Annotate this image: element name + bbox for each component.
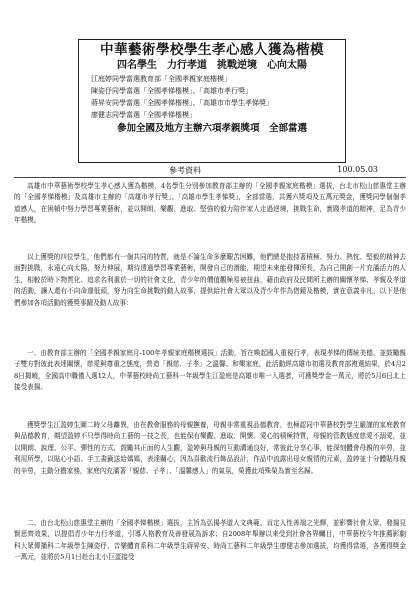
body-paragraph: 二、由台北松山慈惠堂主辦的「全國孝悌楷模」選拔，主旨為弘揚孝道人文典範、貢定人性善端之光輝，並影響社會大眾，發揚見賢思齊效果，以提倡青少年力行孝道，引導人格教育及善發展為訴求；自2008年舉辦以來受到社會各界矚目，中華藝校今年推薦影劇科大眾傳播科二年級學生陳姿伃、音樂體育系科二年級學生蔣昇安、時尚工藝科二年級學生廖健志參加選拔，均獲得當選，各獲得獎金一萬元，並將於5月1日赴台北小巨蛋接受 bbox=[14, 519, 406, 562]
body-paragraph: 以上獲獎的四位學生，他們都有一個共同的特質，就是不論生命多麼艱苦困難，他們總是抱持著積極、努力、熱忱、堅毅的精神去面對挑戰，永遠心向太陽，努力伸展，期待透過學習專業藝術，開發自己的潛能，期望未來能發揮所長，為自己開創一片充滿活力的人生，相較於時下物質化、追求名利重於一切的社會文化，青少年的價值觀極易被扭曲，藉由政府及民間所主辦的關懷孝悌、孝親及孝道的活動，讓人還有不向命運低頭，努力向生命挑戰的動人故事，提供給社會大眾以及青少年作為借鏡及楷模，實在意義非凡，以下是他們參加各項活動的獲獎事蹟及動人故事： bbox=[14, 253, 406, 307]
body-paragraph: 高雄市中華藝術學校學生孝心感人獲為楷模，4名學生分別參加教育部主辦的「全國孝親家庭楷模」選拔，台北市松山慈惠堂主辦的「全國孝悌楷模」及高雄市主辦的「高雄市孝行獎」、「高雄市學生孝悌獎」，全部當選，共獲六獎項及五萬元獎金，獲獎同學個個孝道感人，在困頓中努力學習專業藝術，並以開朗、樂觀、進取、堅強的毅力陪伴家人走過逆境，挑戰生命，實踐孝道的精神，足為青少年楷模。 bbox=[14, 182, 406, 225]
honoree-line: 廖健志同學當選「全國孝悌楷模」 bbox=[91, 111, 196, 119]
headline-summary: 參加全國及地方主辦六項孝親獎項 全部當選 bbox=[116, 123, 307, 134]
headline-box bbox=[78, 39, 346, 163]
honoree-line: 蔣昇安同學當選「全國孝悌楷模」、「高雄市市學生孝悌獎」 bbox=[91, 99, 273, 107]
reference-label: 參考資料 bbox=[169, 166, 201, 175]
body-paragraph: 一、由教育部主辦的「全國孝親家庭月-100年孝親家庭楷模選拔」活動，旨在喚起國人重視行孝，表現孝悌的傳統美德，並鼓勵親子雙方對彼此表達關懷、慈愛與尊重之態度，營造「親慈、子孝」之溫馨、和樂家庭，此活動經高雄市初選及教育部複選結果，於4月28日揭曉，全國高中職僅入選12人，中華藝校時尚工藝科一年級學生江盈庭是高雄市唯一入選者，可獲獎學金一萬元，將於5月6日北上接受表揚。 bbox=[14, 349, 406, 392]
reference-date: 100.05.03 bbox=[337, 165, 378, 174]
honoree-line: 陳姿伃同學當選「全國孝悌楷模」、「高雄市孝行獎」 bbox=[91, 87, 252, 95]
headline-subtitle: 四名學生 力行孝道 挑戰逆境 心向太陽 bbox=[117, 60, 307, 71]
body-paragraph: 獲獎學生江盈婷生圖二時父母離異，由在教會服務的母親撫養，母親非常重視品德教育，也極認同中華藝校對學生嚴謹的家庭教育與品德教育，期望盈婷不只學得時尚工藝的一技之長，也能保有樂觀、進取、開懷、愛心的積極特質，母親的管教態度慈愛不溺愛，並以開朗、說理、公平、彈性的方式，鼓勵其正面的人生觀，盈婷與母親的互動溝通良好，常彼此分享心事，能深刻體會母親的辛勞，並利用所學，以貼心小語、手工書籤送給媽媽，表達關心，因為喜歡流行飾品設計，作品中流露出母女親情的元素，盈婷並十分體貼母親的辛勞，主動分擔家務，家庭內充滿著「親慈、子孝」、「溫馨感人」的氣氛，榮獲此項殊榮為實至名歸。 bbox=[14, 421, 406, 475]
headline-title: 中華藝術學校學生孝心感人獲為楷模 bbox=[100, 42, 324, 58]
honoree-line: 江庭婷同學當選教育部「全國孝親家庭楷模」 bbox=[91, 75, 231, 83]
reference-row bbox=[14, 165, 406, 178]
